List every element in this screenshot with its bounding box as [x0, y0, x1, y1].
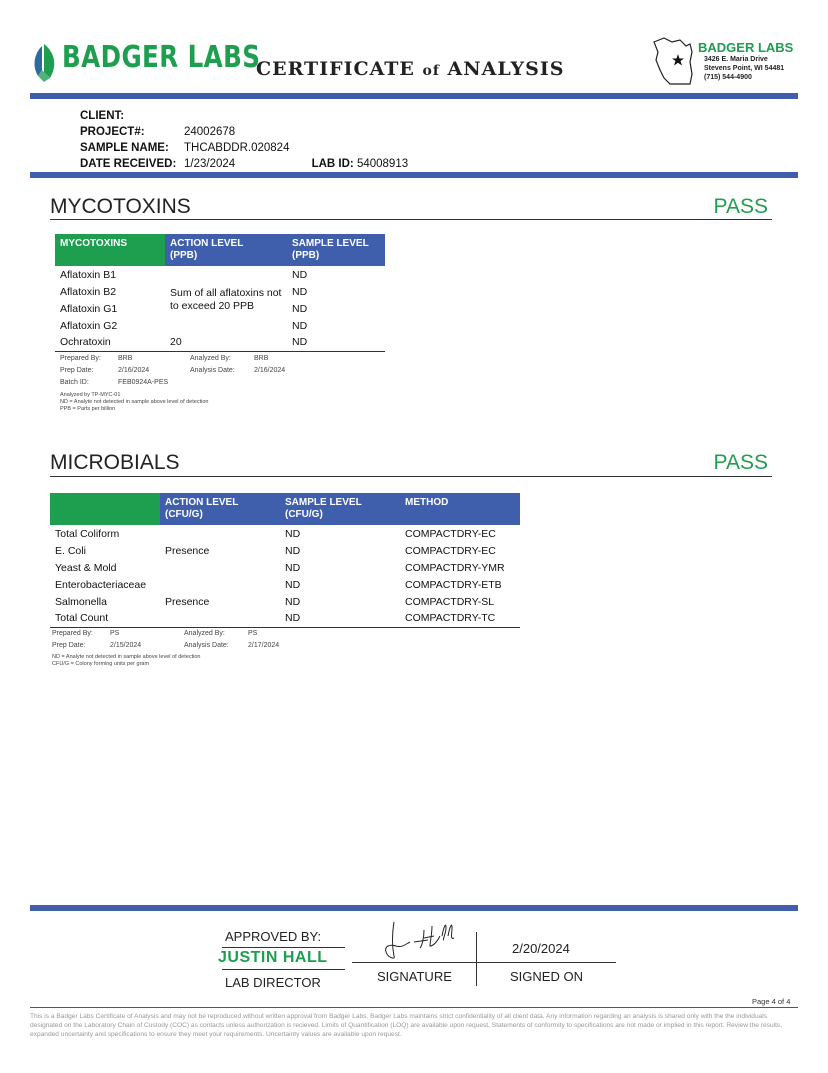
approver-role: LAB DIRECTOR [225, 975, 321, 990]
signature-rule [352, 962, 616, 963]
micro-header-method: METHOD [400, 493, 520, 525]
signature-separator [476, 932, 477, 986]
approval-divider [30, 905, 798, 911]
table-row: Total Coliform ND COMPACTDRY-EC [55, 527, 496, 540]
aflatoxin-action-level: Sum of all aflatoxins not to exceed 20 PPB [170, 287, 282, 312]
sample-name-label: SAMPLE NAME: [80, 142, 169, 154]
approver-name: JUSTIN HALL [218, 949, 328, 966]
header-divider [30, 93, 798, 99]
microbials-table [50, 493, 520, 628]
client-divider [30, 172, 798, 178]
table-row: Aflatoxin G1 ND [60, 302, 308, 315]
mycotoxins-status: PASS [713, 195, 768, 218]
table-row: Aflatoxin B2 ND [60, 285, 308, 298]
table-row: Aflatoxin G2 ND [60, 319, 308, 332]
wisconsin-map-icon [650, 34, 700, 88]
lab-address-line1: 3426 E. Maria Drive [704, 56, 768, 63]
myco-header-analyte: MYCOTOXINS [55, 234, 165, 266]
lab-id-value: 54008913 [356, 158, 409, 170]
client-info [80, 108, 408, 172]
microbials-status: PASS [713, 451, 768, 474]
footer-rule [30, 1007, 798, 1008]
table-row: Aflatoxin B1 Sum of all aflatoxins not to exceed 20 PPB ND [55, 266, 385, 283]
lab-id-label: LAB ID: [311, 158, 354, 170]
mycotoxins-rule [50, 219, 772, 220]
date-received-label: DATE RECEIVED: [80, 158, 177, 170]
sample-name-value: THCABDDR.020824 [184, 142, 290, 154]
table-row: Enterobacteriaceae ND COMPACTDRY-ETB [55, 578, 502, 591]
lab-phone: (715) 544-4900 [704, 74, 752, 81]
micro-header-sample: SAMPLE LEVEL (CFU/G) [280, 493, 400, 525]
micro-header-action: ACTION LEVEL (CFU/G) [160, 493, 280, 525]
mycotoxins-title: MYCOTOXINS [50, 195, 191, 218]
micro-header-analyte [50, 493, 160, 525]
approved-rule-bottom [222, 969, 345, 970]
page-number: Page 4 of 4 [752, 997, 791, 1006]
micro-meta: Prepared By: PS Analyzed By: PS Prep Date: 2/15/2024 Analysis Date: 2/17/2024 [52, 630, 280, 649]
signature-image [378, 918, 468, 962]
microbials-title: MICROBIALS [50, 451, 180, 474]
micro-notes: ND = Analyte not detected in sample above level of detection CFU/G = Colony forming units per gram [52, 654, 201, 667]
lab-name: BADGER LABS [698, 40, 794, 55]
logo-text: BADGER LABS [62, 40, 261, 75]
date-received-value: 1/23/2024 [184, 158, 236, 170]
signature-label: SIGNATURE [377, 969, 452, 984]
disclaimer: This is a Badger Labs Certificate of Analysis and may not be reproduced without written approval from Badger Labs. Badger Labs maintains strict confidentiality of all client data. Any information regarding an analysis is shared only with the the individuals designated on the Laboratory Chain of Custody (COC) as contacts unless authorization is recieved. Limits of Quantification (LOQ) are available upon request. Statements of conformity to specifications are not made or implied in this report. Review the results, expanded uncertainty and specifications to ensure they meet your requirements. Uncertainty values are available upon request. [30, 1013, 783, 1038]
table-row: Salmonella Presence ND COMPACTDRY-SL [55, 595, 495, 608]
myco-header-sample: SAMPLE LEVEL (PPB) [287, 234, 385, 266]
table-row: Ochratoxin 20 ND [55, 334, 385, 351]
myco-meta: Prepared By: BRB Analyzed By: BRB Prep Date: 2/16/2024 Analysis Date: 2/16/2024 Batch ID: FEB0924A-PES [60, 355, 286, 386]
client-label: CLIENT: [80, 110, 125, 122]
page-title: CERTIFICATE of ANALYSIS [256, 58, 565, 80]
table-row: E. Coli Presence ND COMPACTDRY-EC [55, 544, 496, 557]
table-row: Yeast & Mold ND COMPACTDRY-YMR [55, 561, 505, 574]
approved-by-label: APPROVED BY: [225, 929, 322, 944]
signed-on-date: 2/20/2024 [512, 941, 570, 956]
myco-notes: Analyzed by TP-MYC-01 ND = Analyte not detected in sample above level of detection PPB = Parts per billion [60, 392, 209, 412]
lab-address-line2: Stevens Point, WI 54481 [704, 65, 785, 72]
mycotoxins-table [55, 234, 385, 352]
approved-rule-top [222, 947, 345, 948]
table-row: Total Count ND COMPACTDRY-TC [50, 610, 520, 627]
project-value: 24002678 [184, 126, 236, 138]
signed-on-label: SIGNED ON [510, 969, 583, 984]
microbials-rule [50, 476, 772, 477]
project-label: PROJECT#: [80, 126, 145, 138]
myco-header-action: ACTION LEVEL (PPB) [165, 234, 287, 266]
logo-badger-icon [30, 42, 60, 82]
